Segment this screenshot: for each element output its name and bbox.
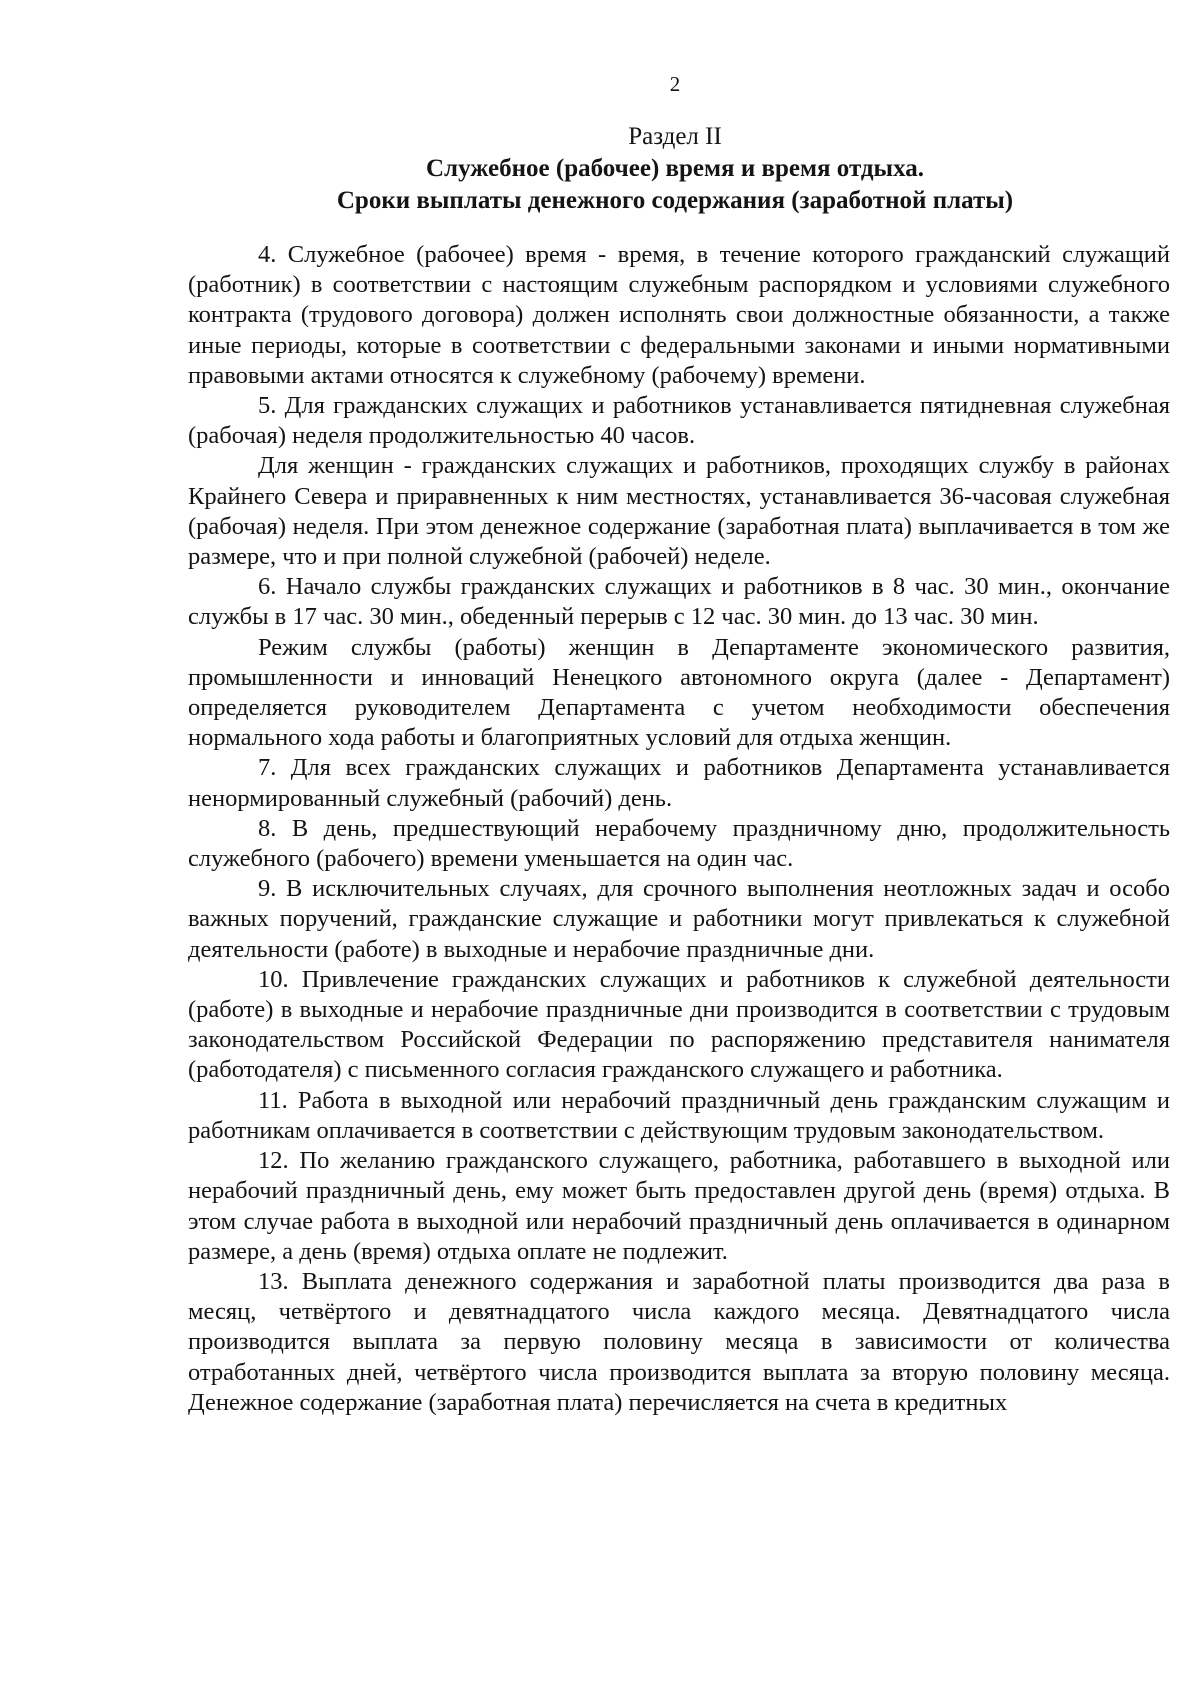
paragraph-7: 7. Для всех гражданских служащих и работников Департамента устанавливается ненормированный служебный (рабочий) день.	[188, 754, 1170, 812]
paragraph-9: 9. В исключительных случаях, для срочного выполнения неотложных задач и особо важных поручений, гражданские служащие и работники могут привлекаться к служебной деятельности (работе) в выходные и нерабочие праздничные дни.	[188, 875, 1170, 963]
section-label: Раздел II	[628, 123, 722, 150]
section-title-line-2: Сроки выплаты денежного содержания (заработной платы)	[336, 187, 1014, 214]
paragraph-6: 6. Начало службы гражданских служащих и работников в 8 час. 30 мин., окончание службы в 17 час. 30 мин., обеденный перерыв с 12 час. 30 мин. до 13 час. 30 мин.	[188, 573, 1170, 631]
paragraph-11: 11. Работа в выходной или нерабочий праздничный день гражданским служащим и работникам оплачивается в соответствии с действующим трудовым законодательством.	[188, 1086, 1170, 1144]
section-header	[0, 120, 1200, 217]
paragraph-6-women-regime: Режим службы (работы) женщин в Департаменте экономического развития, промышленности и инноваций Ненецкого автономного округа (далее - Департамент) определяется руководителем Департамента с учетом необходимости обеспечения нормального хода работы и благоприятных условий для отдыха женщин.	[188, 633, 1170, 752]
paragraph-4: 4. Служебное (рабочее) время - время, в течение которого гражданский служащий (работник) в соответствии с настоящим служебным распорядком и условиями служебного контракта (трудового договора) должен исполнять свои должностные обязанности, а также иные периоды, которые в соответствии с федеральными законами и иными нормативными правовыми актами относятся к служебному (рабочему) времени.	[188, 241, 1170, 389]
section-title-line-1: Служебное (рабочее) время и время отдыха.	[426, 155, 924, 182]
page-number: 2	[669, 72, 681, 96]
paragraph-10: 10. Привлечение гражданских служащих и работников к служебной деятельности (работе) в выходные и нерабочие праздничные дни производится в соответствии с трудовым законодательством Российской Федерации по распоряжению представителя нанимателя (работодателя) с письменного согласия гражданского служащего и работника.	[188, 965, 1170, 1084]
paragraph-5: 5. Для гражданских служащих и работников устанавливается пятидневная служебная (рабочая) неделя продолжительностью 40 часов.	[188, 392, 1170, 450]
paragraph-13: 13. Выплата денежного содержания и заработной платы производится два раза в месяц, четвёртого и девятнадцатого числа каждого месяца. Девятнадцатого числа производится выплата за первую половину месяца в зависимости от количества отработанных дней, четвёртого числа производится выплата за вторую половину месяца. Денежное содержание (заработная плата) перечисляется на счета в кредитных	[188, 1267, 1170, 1416]
document-body	[188, 240, 1170, 1418]
paragraph-5-women: Для женщин - гражданских служащих и работников, проходящих службу в районах Крайнего Севера и приравненных к ним местностях, устанавливается 36-часовая служебная (рабочая) неделя. При этом денежное содержание (заработная плата) выплачивается в том же размере, что и при полной служебной (рабочей) неделе.	[188, 452, 1170, 571]
paragraph-12: 12. По желанию гражданского служащего, работника, работавшего в выходной или нерабочий праздничный день, ему может быть предоставлен другой день (время) отдыха. В этом случае работа в выходной или нерабочий праздничный день оплачивается в одинарном размере, а день (время) отдыха оплате не подлежит.	[188, 1147, 1170, 1265]
paragraph-8: 8. В день, предшествующий нерабочему праздничному дню, продолжительность служебного (рабочего) времени уменьшается на один час.	[188, 814, 1170, 873]
